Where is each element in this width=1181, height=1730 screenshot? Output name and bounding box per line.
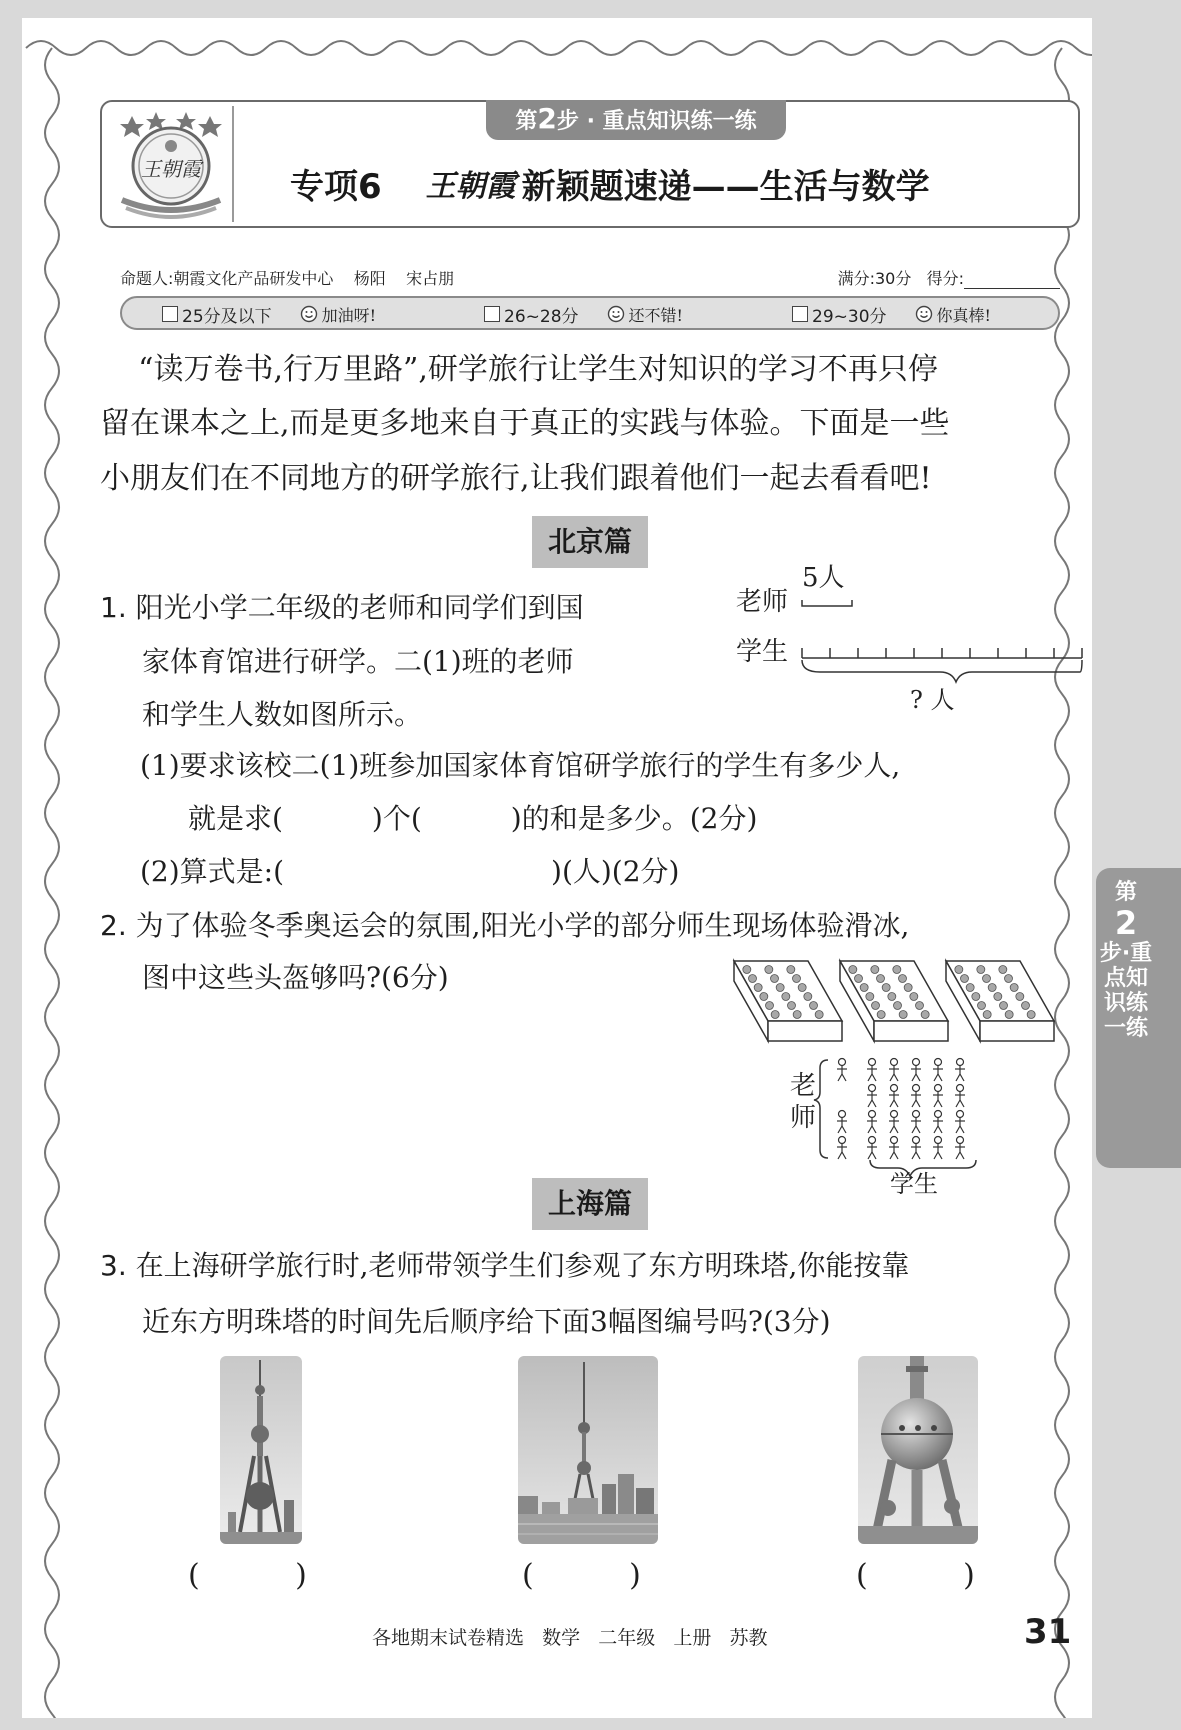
full-score: 满分:30分 得分: bbox=[837, 269, 964, 288]
q3-line-1 bbox=[100, 1246, 909, 1286]
rating-msg-2: 还不错! bbox=[628, 305, 683, 325]
answer-blank-3[interactable]: ( ) bbox=[856, 1558, 975, 1593]
step-prefix: 第 bbox=[515, 109, 538, 134]
score-info bbox=[838, 266, 1060, 289]
answer-blank-2[interactable]: ( ) bbox=[522, 1558, 641, 1593]
rating-range-3: 29~30分 bbox=[812, 306, 887, 327]
q2-line-2: 图中这些头盔够吗?(6分) bbox=[142, 961, 449, 994]
page-title bbox=[290, 158, 930, 208]
page-number: 31 bbox=[1024, 1612, 1072, 1652]
title-left: 专项6 bbox=[290, 166, 382, 207]
side-tab bbox=[1096, 868, 1181, 1168]
meta-row bbox=[120, 266, 1060, 290]
student-bar bbox=[802, 648, 1082, 658]
rating-bar bbox=[120, 296, 1060, 330]
q1-sub2: (2)算式是:( )(人)(2分) bbox=[140, 855, 680, 888]
teacher-label: 老师 bbox=[736, 587, 789, 617]
q1-line-3: 和学生人数如图所示。 bbox=[142, 698, 423, 731]
side-tab-number: 2 bbox=[1114, 904, 1138, 942]
brand-logo bbox=[112, 108, 230, 220]
rating-item-1 bbox=[162, 302, 376, 326]
teacher-brace bbox=[814, 1060, 828, 1158]
side-tab-rest: 步·重点知识练一练 bbox=[1099, 941, 1153, 1041]
rating-item-2 bbox=[484, 302, 683, 326]
step-number: 2 bbox=[537, 102, 557, 135]
rating-range-1: 25分及以下 bbox=[182, 306, 272, 327]
teacher-label-1: 老 bbox=[790, 1071, 817, 1101]
footer-text: 各地期末试卷精选 数学 二年级 上册 苏教 bbox=[372, 1627, 768, 1649]
q1-line-2: 家体育馆进行研学。二(1)班的老师 bbox=[142, 645, 574, 678]
teacher-label-2: 师 bbox=[790, 1103, 817, 1133]
rating-checkbox-1[interactable] bbox=[162, 306, 178, 322]
q1-text-1: 阳光小学二年级的老师和同学们到国 bbox=[135, 591, 584, 624]
step-suffix: 步 · 重点知识练一练 bbox=[556, 109, 757, 134]
helmet-boxes bbox=[730, 955, 1075, 1047]
rating-range-2: 26~28分 bbox=[504, 306, 579, 327]
smiley-icon bbox=[300, 305, 318, 323]
student-label: 学生 bbox=[736, 637, 789, 667]
section-label-shanghai: 上海篇 bbox=[532, 1178, 648, 1230]
intro-line-2: 留在课本之上,而是更多地来自于真正的实践与体验。下面是一些 bbox=[100, 406, 950, 441]
rating-checkbox-2[interactable] bbox=[484, 306, 500, 322]
author-line: 命题人:朝霞文化产品研发中心 杨阳 宋占朋 bbox=[120, 269, 455, 288]
title-brand: 王朝霞 bbox=[425, 169, 516, 204]
teacher-bracket bbox=[802, 600, 852, 606]
logo-divider bbox=[232, 106, 234, 222]
answer-blank-1[interactable]: ( ) bbox=[188, 1558, 307, 1593]
people-diagram bbox=[780, 1054, 980, 1194]
q1-sub1-line-1: (1)要求该校二(1)班参加国家体育馆研学旅行的学生有多少人, bbox=[140, 749, 901, 782]
unknown-label: ? 人 bbox=[910, 686, 955, 714]
side-tab-top: 第 bbox=[1114, 880, 1137, 905]
section-label-beijing: 北京篇 bbox=[532, 516, 648, 568]
q2-text-1: 为了体验冬季奥运会的氛围,阳光小学的部分师生现场体验滑冰, bbox=[135, 909, 910, 942]
intro-line-3: 小朋友们在不同地方的研学旅行,让我们跟着他们一起去看看吧! bbox=[100, 461, 932, 496]
q3-line-2: 近东方明珠塔的时间先后顺序给下面3幅图编号吗?(3分) bbox=[142, 1305, 831, 1338]
smiley-icon bbox=[607, 305, 625, 323]
side-tab-text bbox=[1096, 880, 1156, 1041]
student-brace bbox=[802, 660, 1082, 682]
q3-text-1: 在上海研学旅行时,老师带领学生们参观了东方明珠塔,你能按靠 bbox=[135, 1249, 910, 1282]
logo-text: 王朝霞 bbox=[141, 157, 201, 181]
score-blank[interactable] bbox=[964, 271, 1060, 289]
student-label: 学生 bbox=[890, 1170, 938, 1194]
intro-line-1: “读万卷书,行万里路”,研学旅行让学生对知识的学习不再只停 bbox=[100, 352, 938, 387]
q1-bar-diagram bbox=[730, 560, 1090, 720]
q2-number: 2. bbox=[100, 909, 127, 942]
tower-photo-far bbox=[220, 1356, 302, 1544]
smiley-icon bbox=[915, 305, 933, 323]
q3-number: 3. bbox=[100, 1249, 127, 1282]
rating-item-3 bbox=[792, 302, 991, 326]
q2-line-1 bbox=[100, 906, 909, 946]
rating-msg-1: 加油呀! bbox=[321, 305, 377, 325]
q1-number: 1. bbox=[100, 591, 127, 624]
step-tab bbox=[486, 100, 786, 140]
teacher-count: 5人 bbox=[802, 563, 845, 593]
rating-checkbox-3[interactable] bbox=[792, 306, 808, 322]
title-right: 新颖题速递——生活与数学 bbox=[521, 166, 930, 207]
q1-sub1-line-2: 就是求( )个( )的和是多少。(2分) bbox=[188, 802, 758, 835]
tower-photo-medium bbox=[518, 1356, 658, 1544]
rating-msg-3: 你真棒! bbox=[936, 305, 991, 325]
tower-photo-close bbox=[858, 1356, 978, 1544]
q1-line-1 bbox=[100, 588, 584, 628]
